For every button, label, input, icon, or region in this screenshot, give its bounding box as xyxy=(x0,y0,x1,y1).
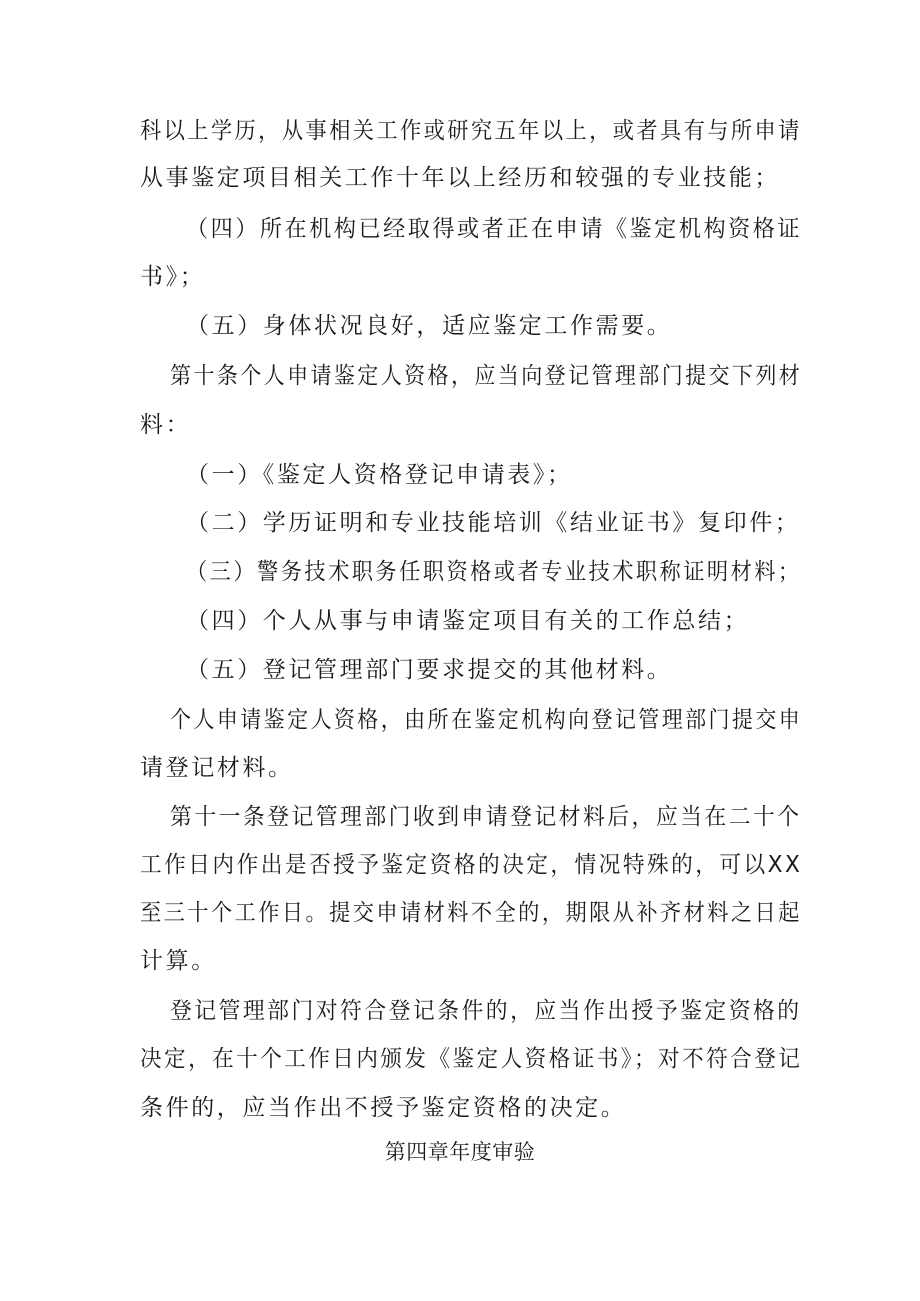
text-line-13: 个人申请鉴定人资格，由所在鉴定机构向登记管理部门提交申 xyxy=(170,707,803,733)
text-line-11: （四）个人从事与申请鉴定项目有关的工作总结； xyxy=(186,608,750,634)
text-line-5: （五）身体状况良好，适应鉴定工作需要。 xyxy=(186,313,673,339)
text-line-18: 计算。 xyxy=(140,948,217,974)
text-line-15: 第十一条登记管理部门收到申请登记材料后，应当在二十个 xyxy=(170,804,802,830)
text-line-20: 决定，在十个工作日内颁发《鉴定人资格证书》；对不符合登记 xyxy=(140,1046,803,1072)
text-line-9: （二）学历证明和专业技能培训《结业证书》复印件； xyxy=(186,510,801,536)
text-line-17: 至三十个工作日。提交申请材料不全的，期限从补齐材料之日起 xyxy=(140,900,802,926)
text-line-4: 书》； xyxy=(140,264,206,290)
text-line-6: 第十条个人申请鉴定人资格，应当向登记管理部门提交下列材 xyxy=(170,363,803,389)
text-line-3: （四）所在机构已经取得或者正在申请《鉴定机构资格证 xyxy=(186,216,802,242)
text-line-8: （一）《鉴定人资格登记申请表》； xyxy=(186,462,573,488)
text-line-7: 料： xyxy=(140,412,192,438)
text-line-19: 登记管理部门对符合登记条件的，应当作出授予鉴定资格的 xyxy=(170,998,802,1024)
text-line-16: 工作日内作出是否授予鉴定资格的决定，情况特殊的，可以XX xyxy=(140,852,803,878)
text-line-1: 科以上学历，从事相关工作或研究五年以上，或者具有与所申请 xyxy=(140,118,802,144)
text-line-21: 条件的，应当作出不授予鉴定资格的决定。 xyxy=(140,1095,627,1121)
chapter-heading: 第四章年度审验 xyxy=(384,1140,536,1164)
text-line-12: （五）登记管理部门要求提交的其他材料。 xyxy=(186,657,673,683)
text-line-2: 从事鉴定项目相关工作十年以上经历和较强的专业技能； xyxy=(140,165,780,191)
text-line-10: （三）警务技术职务任职资格或者专业技术职称证明材料； xyxy=(186,559,802,585)
text-line-14: 请登记材料。 xyxy=(140,755,294,781)
